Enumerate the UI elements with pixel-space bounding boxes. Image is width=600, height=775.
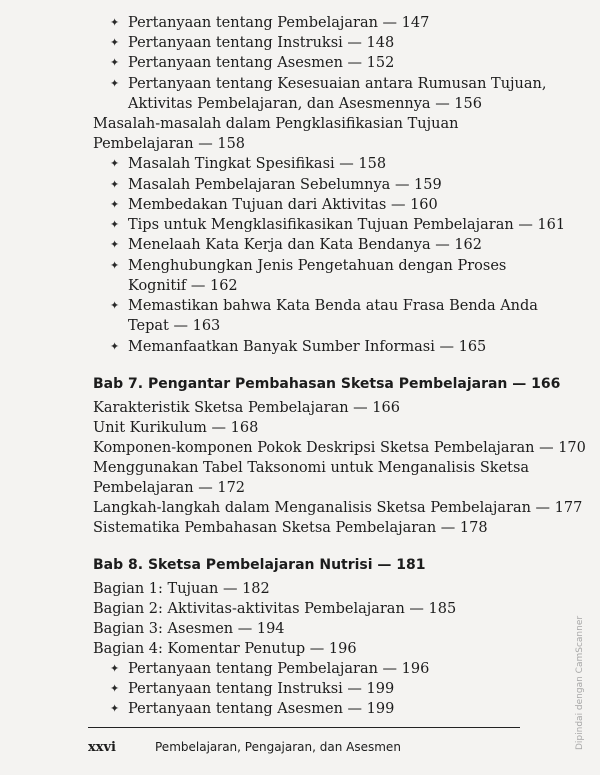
bullet-icon: ✦ [110,36,120,49]
toc-bullet: ✦ Pertanyaan tentang Instruksi — 148 [110,35,395,51]
bullet-icon: ✦ [110,178,120,191]
toc-entry: Unit Kurikulum — 168 [93,420,259,436]
toc-bullet: ✦ Membedakan Tujuan dari Aktivitas — 160 [110,197,438,213]
toc-bullet: ✦ Memastikan bahwa Kata Benda atau Frasa Benda Anda [110,298,538,314]
bullet-icon: ✦ [110,702,120,715]
scanner-watermark: Dipindai dengan CamScanner [575,615,585,750]
toc-bullet: ✦ Masalah Tingkat Spesifikasi — 158 [110,156,387,172]
toc-entry: Menggunakan Tabel Taksonomi untuk Menganalisis Sketsa [93,460,530,476]
chapter-heading: Bab 8. Sketsa Pembelajaran Nutrisi — 181 [93,557,426,573]
toc-bullet: ✦ Pertanyaan tentang Asesmen — 152 [110,55,395,71]
bullet-icon: ✦ [110,16,120,29]
bullet-icon: ✦ [110,340,120,353]
toc-bullet: ✦ Memanfaatkan Banyak Sumber Informasi — 165 [110,339,487,355]
toc-bullet-continuation: Tepat — 163 [128,318,221,334]
toc-entry: Masalah-masalah dalam Pengklasifikasian Tujuan [93,116,459,132]
toc-entry: Langkah-langkah dalam Menganalisis Sketsa Pembelajaran — 177 [93,500,583,516]
toc-bullet-continuation: Aktivitas Pembelajaran, dan Asesmennya — 156 [128,96,482,112]
page-number: xxvi [88,740,116,755]
toc-entry: Komponen-komponen Pokok Deskripsi Sketsa Pembelajaran — 170 [93,440,586,456]
toc-entry: Bagian 4: Komentar Penutup — 196 [93,641,357,657]
bullet-icon: ✦ [110,157,120,170]
toc-bullet: ✦ Masalah Pembelajaran Sebelumnya — 159 [110,177,442,193]
toc-bullet: ✦ Menghubungkan Jenis Pengetahuan dengan Proses [110,258,507,274]
toc-bullet: ✦ Pertanyaan tentang Instruksi — 199 [110,681,395,697]
toc-entry: Bagian 2: Aktivitas-aktivitas Pembelajaran — 185 [93,601,457,617]
toc-bullet: ✦ Pertanyaan tentang Asesmen — 199 [110,701,395,717]
toc-bullet: ✦ Pertanyaan tentang Pembelajaran — 147 [110,15,430,31]
bullet-icon: ✦ [110,198,120,211]
toc-entry: Karakteristik Sketsa Pembelajaran — 166 [93,400,400,416]
toc-bullet: ✦ Pertanyaan tentang Kesesuaian antara Rumusan Tujuan, [110,76,547,92]
toc-entry: Sistematika Pembahasan Sketsa Pembelajaran — 178 [93,520,488,536]
toc-entry-continuation: Pembelajaran — 172 [93,480,246,496]
chapter-heading: Bab 7. Pengantar Pembahasan Sketsa Pembelajaran — 166 [93,376,561,392]
bullet-icon: ✦ [110,259,120,272]
bullet-icon: ✦ [110,77,120,90]
toc-entry-continuation: Pembelajaran — 158 [93,136,246,152]
footer-divider [88,727,520,728]
running-footer-title: Pembelajaran, Pengajaran, dan Asesmen [155,740,401,754]
bullet-icon: ✦ [110,218,120,231]
toc-bullet: ✦ Menelaah Kata Kerja dan Kata Bendanya — 162 [110,237,482,253]
toc-bullet: ✦ Pertanyaan tentang Pembelajaran — 196 [110,661,430,677]
bullet-icon: ✦ [110,56,120,69]
bullet-icon: ✦ [110,662,120,675]
toc-bullet-continuation: Kognitif — 162 [128,278,238,294]
bullet-icon: ✦ [110,299,120,312]
bullet-icon: ✦ [110,238,120,251]
bullet-icon: ✦ [110,682,120,695]
toc-entry: Bagian 1: Tujuan — 182 [93,581,270,597]
toc-bullet: ✦ Tips untuk Mengklasifikasikan Tujuan Pembelajaran — 161 [110,217,566,233]
toc-entry: Bagian 3: Asesmen — 194 [93,621,285,637]
